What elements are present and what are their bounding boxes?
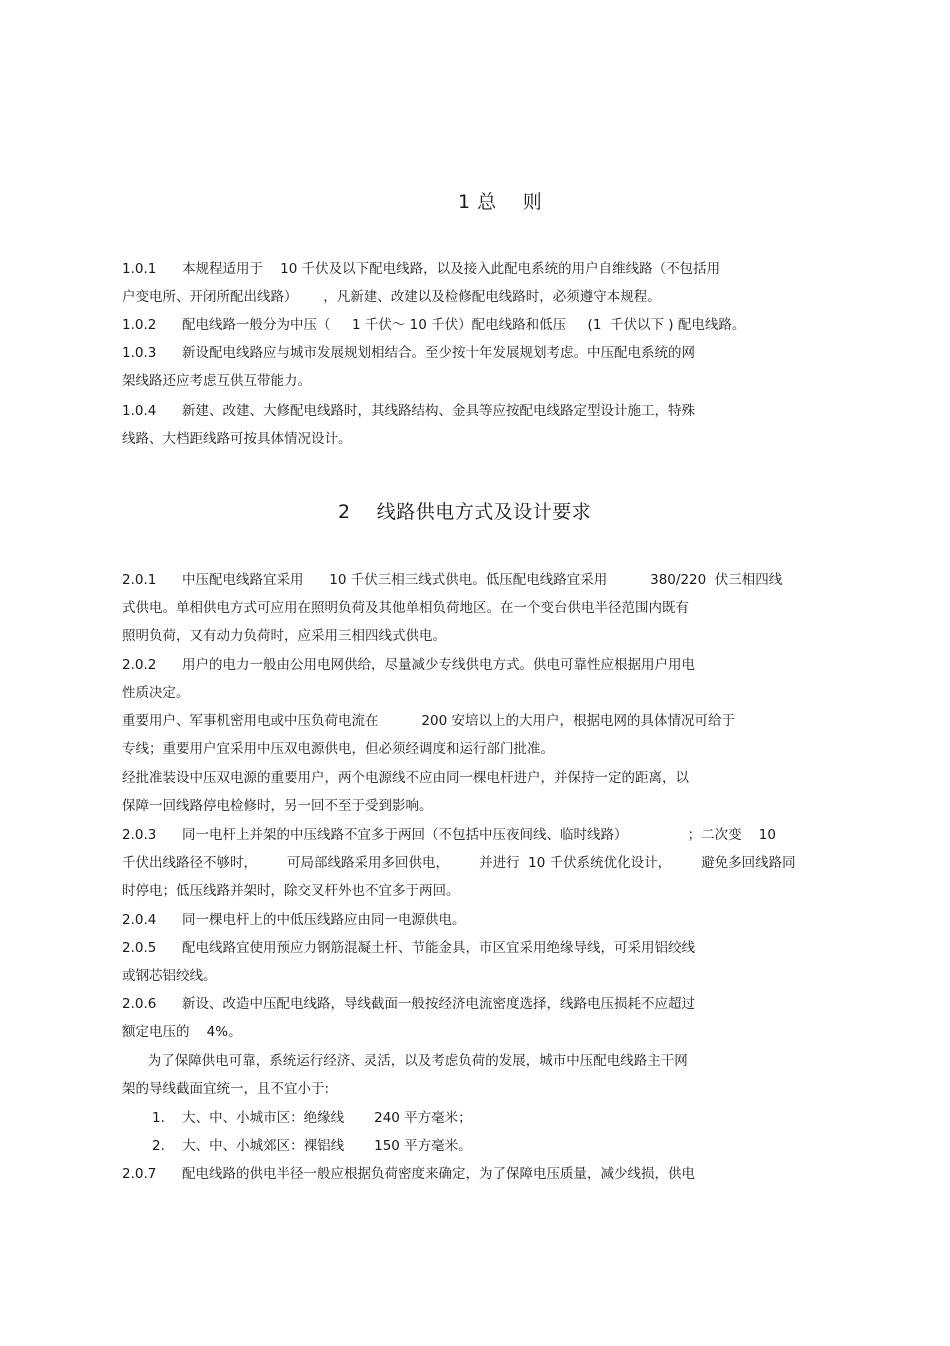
clause-number: 2.0.1 [122,572,157,588]
paragraph-line [122,288,661,306]
clause-text: 1. 大、中、小城市区：绝缘线 240 平方毫米； [122,1110,472,1126]
clause-number: 1.0.3 [122,345,157,361]
clause-number: 1.0.4 [122,403,157,419]
clause-text: 2. 大、中、小城郊区：裸铝线 150 平方毫米。 [122,1138,472,1154]
clause-text: 中压配电线路宜采用 10 千伏三相三线式供电。低压配电线路宜采用 380/220 伏三相四线 [182,572,783,588]
clause-text: 用户的电力一般由公用电网供给，尽量减少专线供电方式。供电可靠性应根据用户用电 [182,657,695,673]
paragraph-line [122,939,695,957]
paragraph-line [122,599,689,617]
clause-text: 同一棵电杆上的中低压线路应由同一电源供电。 [182,912,466,928]
paragraph-line [122,571,782,589]
paragraph-line [122,1080,329,1098]
clause-text: 式供电。单相供电方式可应用在照明负荷及其他单相负荷地区。在一个变台供电半径范围内既有 [122,600,689,616]
clause-number: 2.0.2 [122,657,157,673]
clause-text: 时停电；低压线路并架时，除交叉杆外也不宜多于两回。 [122,883,460,899]
clause-text: 配电线路一般分为中压（ 1 千伏～ 10 千伏）配电线路和低压 (1 千伏以下 ) 配电线路。 [182,317,746,333]
paragraph-line [122,1137,472,1155]
paragraph-line [122,1052,688,1070]
paragraph-line [122,344,695,362]
paragraph-line [122,372,311,390]
clause-number: 2.0.6 [122,996,157,1012]
paragraph-line [122,826,776,844]
clause-text: 户变电所、开闭所配出线路） ，凡新建、改建以及检修配电线路时，必须遵守本规程。 [122,289,661,305]
paragraph-line [122,740,554,758]
paragraph-line [122,995,695,1013]
clause-number: 2.0.7 [122,1166,157,1182]
paragraph-line [122,769,689,787]
paragraph-line [122,911,466,929]
clause-text: 配电线路宜使用预应力钢筋混凝土杆、节能金具，市区宜采用绝缘导线，可采用铝绞线 [182,940,695,956]
paragraph-line [122,260,720,278]
paragraph-line [122,627,446,645]
clause-text: 重要用户、军事机密用电或中压负荷电流在 200 安培以上的大用户，根据电网的具体情况可给于 [122,713,735,729]
clause-number: 2.0.3 [122,827,157,843]
paragraph-line [122,402,695,420]
clause-text: 架的导线截面宜统一，且不宜小于: [122,1081,330,1097]
paragraph-line [122,316,745,334]
clause-text: 额定电压的 4%。 [122,1024,242,1040]
paragraph-line [122,656,695,674]
section-heading: 1 总 则 [458,191,543,213]
clause-number: 1.0.1 [122,261,157,277]
clause-text: 线路、大档距线路可按具体情况设计。 [122,431,352,447]
clause-text: 本规程适用于 10 千伏及以下配电线路，以及接入此配电系统的用户自维线路（不包括用 [182,261,721,277]
clause-text: 新设配电线路应与城市发展规划相结合。至少按十年发展规划考虑。中压配电系统的网 [182,345,695,361]
clause-text: 专线；重要用户宜采用中压双电源供电，但必须经调度和运行部门批准。 [122,741,554,757]
clause-text: 为了保障供电可靠，系统运行经济、灵活，以及考虑负荷的发展，城市中压配电线路主干网 [122,1053,688,1069]
clause-text: 或钢芯铝绞线。 [122,968,217,984]
paragraph-line [122,797,433,815]
clause-number: 2.0.5 [122,940,157,956]
section-heading: 2 线路供电方式及设计要求 [338,501,592,523]
paragraph-line [122,712,735,730]
paragraph-line [122,882,460,900]
clause-text: 性质决定。 [122,685,190,701]
paragraph-line [122,684,190,702]
clause-text: 架线路还应考虑互供互带能力。 [122,373,311,389]
clause-number: 2.0.4 [122,912,157,928]
clause-text: 保障一回线路停电检修时，另一回不至于受到影响。 [122,798,433,814]
paragraph-line [122,967,217,985]
clause-number: 1.0.2 [122,317,157,333]
clause-text: 配电线路的供电半径一般应根据负荷密度来确定，为了保障电压质量，减少线损，供电 [182,1166,695,1182]
paragraph-line [122,854,796,872]
clause-text: 照明负荷，又有动力负荷时，应采用三相四线式供电。 [122,628,446,644]
paragraph-line [122,1109,472,1127]
clause-text: 新设、改造中压配电线路，导线截面一般按经济电流密度选择，线路电压损耗不应超过 [182,996,695,1012]
clause-text: 千伏出线路径不够时， 可局部线路采用多回供电， 并进行 10 千伏系统优化设计， 避免多回线路同 [122,855,796,871]
paragraph-line [122,1165,695,1183]
clause-text: 经批准装设中压双电源的重要用户，两个电源线不应由同一棵电杆进户，并保持一定的距离，以 [122,770,689,786]
clause-text: 新建、改建、大修配电线路时，其线路结构、金具等应按配电线路定型设计施工，特殊 [182,403,695,419]
paragraph-line [122,430,352,448]
paragraph-line [122,1023,242,1041]
clause-text: 同一电杆上并架的中压线路不宜多于两回（不包括中压夜间线、临时线路） ；二次变 10 [182,827,776,843]
